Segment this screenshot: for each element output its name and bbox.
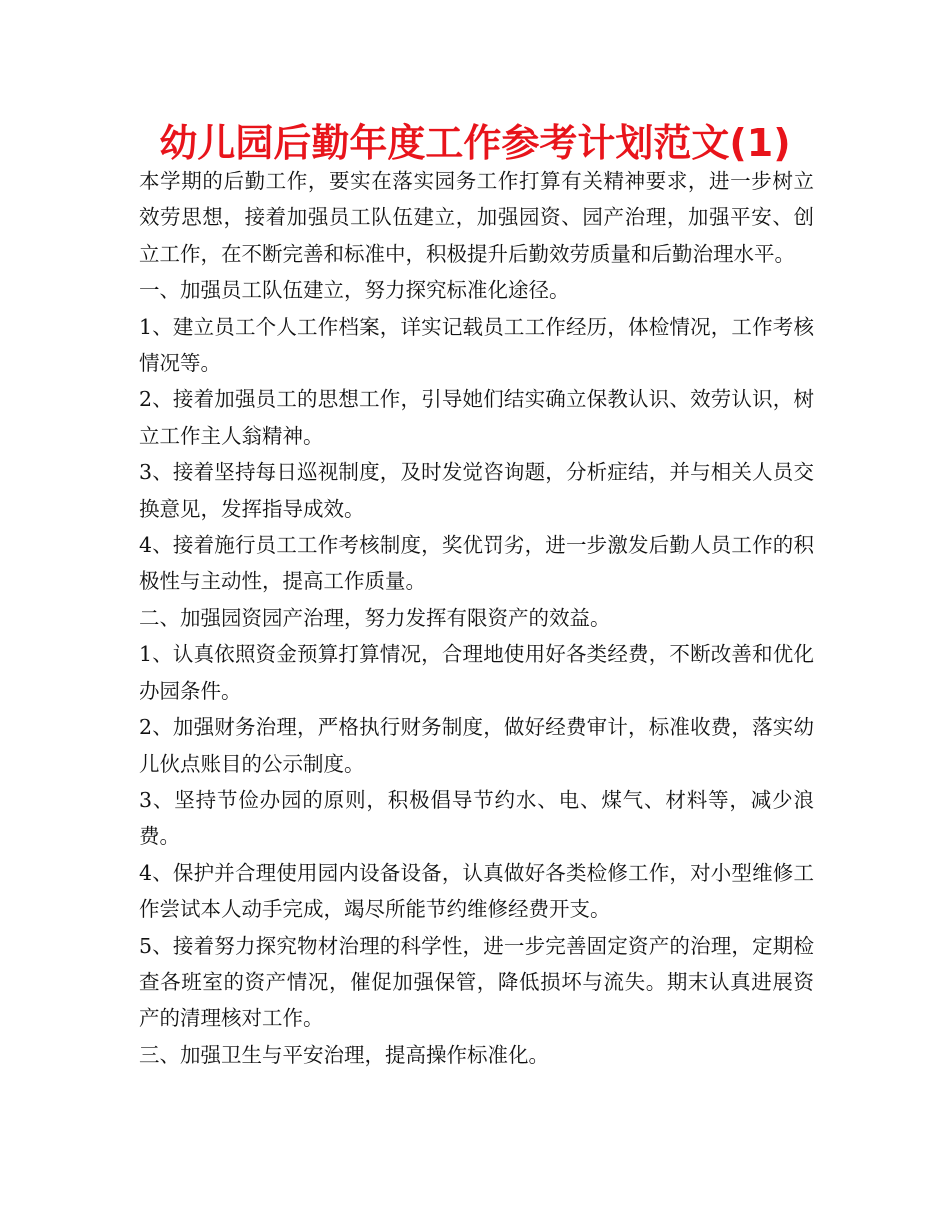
list-item: 3、坚持节俭办园的原则，积极倡导节约水、电、煤气、材料等，减少浪费。 xyxy=(139,787,814,849)
list-item: 2、接着加强员工的思想工作，引导她们结实确立保教认识、效劳认识，树立工作主人翁精神。 xyxy=(139,387,814,448)
section-heading-1: 一、加强员工队伍建立，努力探究标准化途径。 xyxy=(139,278,570,303)
list-item: 5、接着努力探究物材治理的科学性，进一步完善固定资产的治理，定期检查各班室的资产情况，催促加强保管，降低损坏与流失。期末认真进展资产的清理核对工作。 xyxy=(139,933,814,1031)
list-item: 1、认真依照资金预算打算情况，合理地使用好各类经费，不断改善和优化办园条件。 xyxy=(139,642,814,703)
list-item: 2、加强财务治理，严格执行财务制度，做好经费审计，标准收费，落实幼儿伙点账目的公示制度。 xyxy=(139,715,814,776)
document-body xyxy=(139,163,814,1073)
list-item: 4、接着施行员工工作考核制度，奖优罚劣，进一步激发后勤人员工作的积极性与主动性，提高工作质量。 xyxy=(139,533,814,594)
list-item: 1、建立员工个人工作档案，详实记载员工工作经历，体检情况，工作考核情况等。 xyxy=(139,314,814,376)
list-item: 3、接着坚持每日巡视制度，及时发觉咨询题，分析症结，并与相关人员交换意见，发挥指导成效。 xyxy=(139,460,814,521)
list-item: 4、保护并合理使用园内设备设备，认真做好各类检修工作，对小型维修工作尝试本人动手完成，竭尽所能节约维修经费开支。 xyxy=(139,860,814,922)
document-title: 幼儿园后勤年度工作参考计划范文(1) xyxy=(159,121,791,165)
section-heading-3: 三、加强卫生与平安治理，提高操作标准化。 xyxy=(139,1042,549,1067)
section-heading-2: 二、加强园资园产治理，努力发挥有限资产的效益。 xyxy=(139,605,611,630)
paragraph-intro: 本学期的后勤工作，要实在落实园务工作打算有关精神要求，进一步树立效劳思想，接着加强员工队伍建立，加强园资、园产治理，加强平安、创立工作，在不断完善和标准中，积极提升后勤效劳质量和后勤治理水平。 xyxy=(139,169,814,266)
